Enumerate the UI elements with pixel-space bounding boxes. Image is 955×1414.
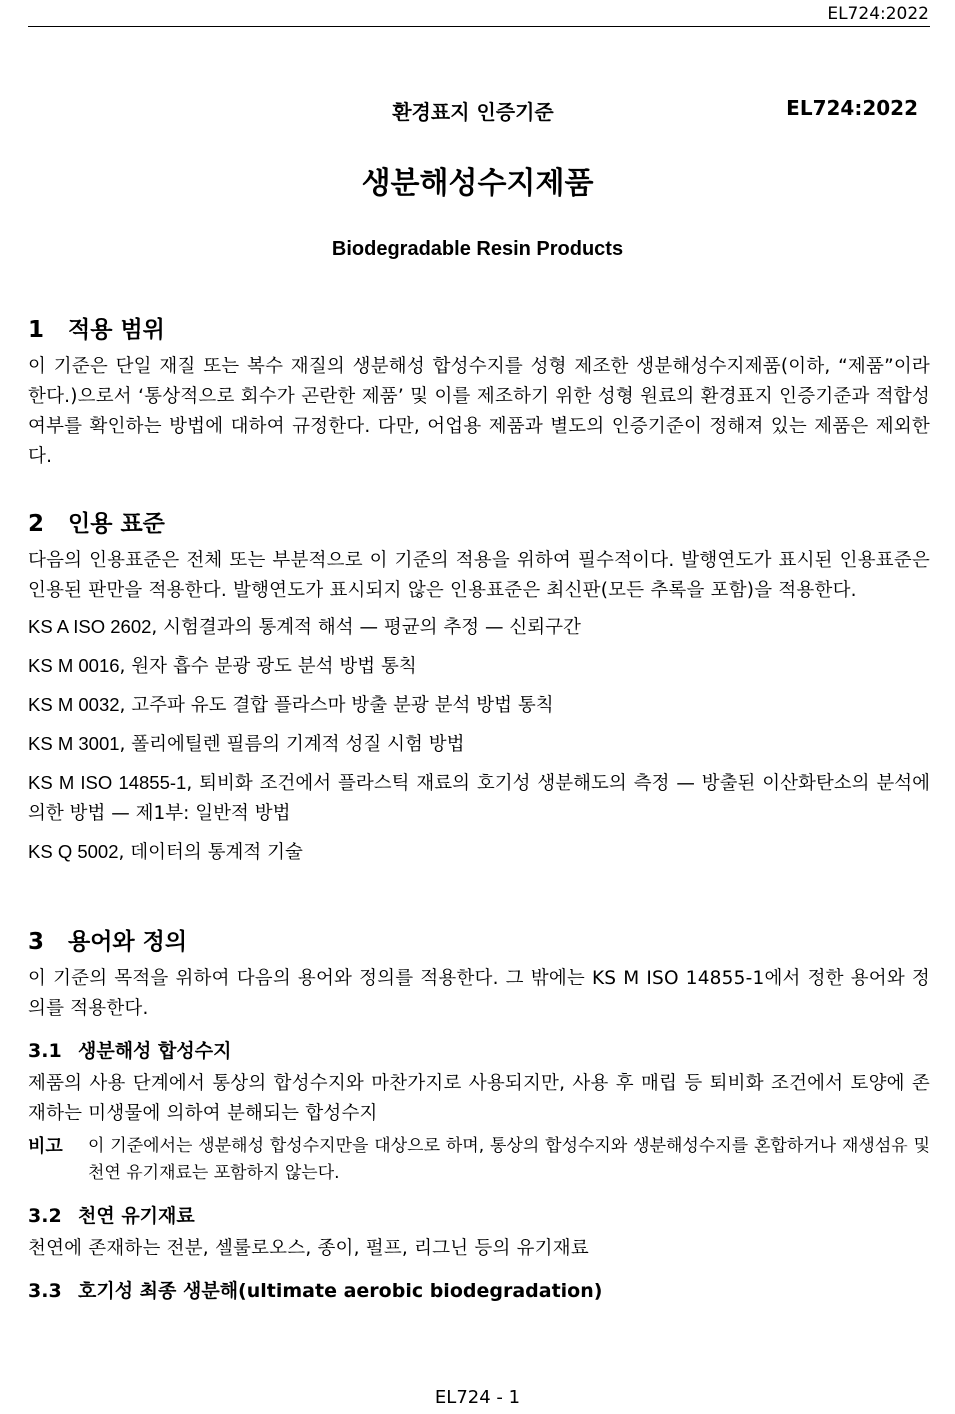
subsection-title: 천연 유기재료: [78, 1205, 195, 1227]
section-number: 1: [28, 317, 45, 343]
reference-title: , 데이터의 통계적 기술: [118, 842, 303, 863]
reference-item: [28, 690, 930, 721]
subsection-number: 3.3: [28, 1280, 62, 1302]
section-3-heading: [28, 923, 930, 956]
subsection-3-3-heading: [28, 1276, 930, 1303]
section-number: 2: [28, 511, 45, 537]
header-document-code: EL724:2022: [827, 4, 929, 24]
subsection-3-1-body: 제품의 사용 단계에서 통상의 합성수지와 마찬가지로 사용되지만, 사용 후 매립 등 퇴비화 조건에서 토양에 존재하는 미생물에 의하여 분해되는 합성수지: [28, 1073, 930, 1124]
section-2: [28, 505, 930, 868]
reference-code: KS M ISO 14855-1: [28, 772, 187, 793]
note-label: 비고: [28, 1136, 63, 1157]
section-title: 인용 표준: [68, 511, 165, 537]
document-title-row: [28, 96, 918, 124]
reference-item: [28, 651, 930, 682]
subsection-title: 호기성 최종 생분해(ultimate aerobic biodegradation): [78, 1280, 603, 1302]
reference-item: [28, 612, 930, 643]
subsection-3-1-heading: [28, 1036, 930, 1063]
header-divider: [28, 26, 930, 27]
section-3: [28, 923, 930, 1303]
reference-code: KS Q 5002: [28, 841, 119, 862]
reference-title: , 시험결과의 통계적 해석 — 평균의 추정 — 신뢰구간: [151, 617, 581, 638]
page-number: EL724 - 1: [434, 1387, 521, 1408]
section-number: 3: [28, 929, 45, 955]
reference-item: [28, 837, 930, 868]
section-2-heading: [28, 505, 930, 538]
page-subtitle-english: Biodegradable Resin Products: [331, 238, 624, 260]
section-3-body: 이 기준의 목적을 위하여 다음의 용어와 정의를 적용한다. 그 밖에는 KS M ISO 14855-1에서 정한 용어와 정의를 적용한다.: [28, 968, 930, 1019]
note-text: 이 기준에서는 생분해성 합성수지만을 대상으로 하며, 통상의 합성수지와 생분해성수지를 혼합하거나 재생섬유 및 천연 유기재료는 포함하지 않는다.: [88, 1136, 930, 1183]
section-title: 용어와 정의: [68, 929, 188, 955]
subsection-3-2-body: 천연에 존재하는 전분, 셀룰로오스, 종이, 펄프, 리그닌 등의 유기재료: [28, 1238, 589, 1259]
reference-title: , 고주파 유도 결합 플라스마 방출 분광 분석 방법 통칙: [119, 695, 554, 716]
subsection-number: 3.1: [28, 1040, 62, 1062]
section-1-heading: [28, 311, 930, 344]
subsection-3-2-heading: [28, 1201, 930, 1228]
reference-title: , 폴리에틸렌 필름의 기계적 성질 시험 방법: [119, 734, 465, 755]
section-2-body: 다음의 인용표준은 전체 또는 부분적으로 이 기준의 적용을 위하여 필수적이다. 발행연도가 표시된 인용표준은 인용된 판만을 적용한다. 발행연도가 표시되지 않은 인용표준은 최신판(모든 추록을 포함)을 적용한다.: [28, 550, 930, 601]
section-1: [28, 311, 930, 472]
reference-code: KS M 0032: [28, 694, 120, 715]
section-title: 적용 범위: [68, 317, 165, 343]
page-title: 생분해성수지제품: [361, 166, 594, 201]
subsection-title: 생분해성 합성수지: [78, 1040, 232, 1062]
reference-item: [28, 768, 930, 829]
reference-code: KS A ISO 2602: [28, 616, 152, 637]
reference-title: , 퇴비화 조건에서 플라스틱 재료의 호기성 생분해도의 측정 — 방출된 이산화탄소의 분석에 의한 방법 — 제1부: 일반적 방법: [28, 773, 930, 824]
reference-item: [28, 729, 930, 760]
note-block: [28, 1133, 930, 1187]
standard-code: EL724:2022: [786, 96, 918, 120]
reference-code: KS M 0016: [28, 655, 120, 676]
reference-title: , 원자 흡수 분광 광도 분석 방법 통칙: [119, 656, 417, 677]
subsection-number: 3.2: [28, 1205, 62, 1227]
standard-type-label: 환경표지 인증기준: [392, 100, 554, 124]
reference-code: KS M 3001: [28, 733, 120, 754]
section-1-body: 이 기준은 단일 재질 또는 복수 재질의 생분해성 합성수지를 성형 제조한 생분해성수지제품(이하, “제품”이라 한다.)으로서 ‘통상적으로 회수가 곤란한 제품’ 및 이를 제조하기 위한 성형 원료의 환경표지 인증기준과 적합성 여부를 확인하는 방법에 대하여 규정한다. 다만, 어업용 제품과 별도의 인증기준이 정해져 있는 제품은 제외한다.: [28, 356, 930, 467]
